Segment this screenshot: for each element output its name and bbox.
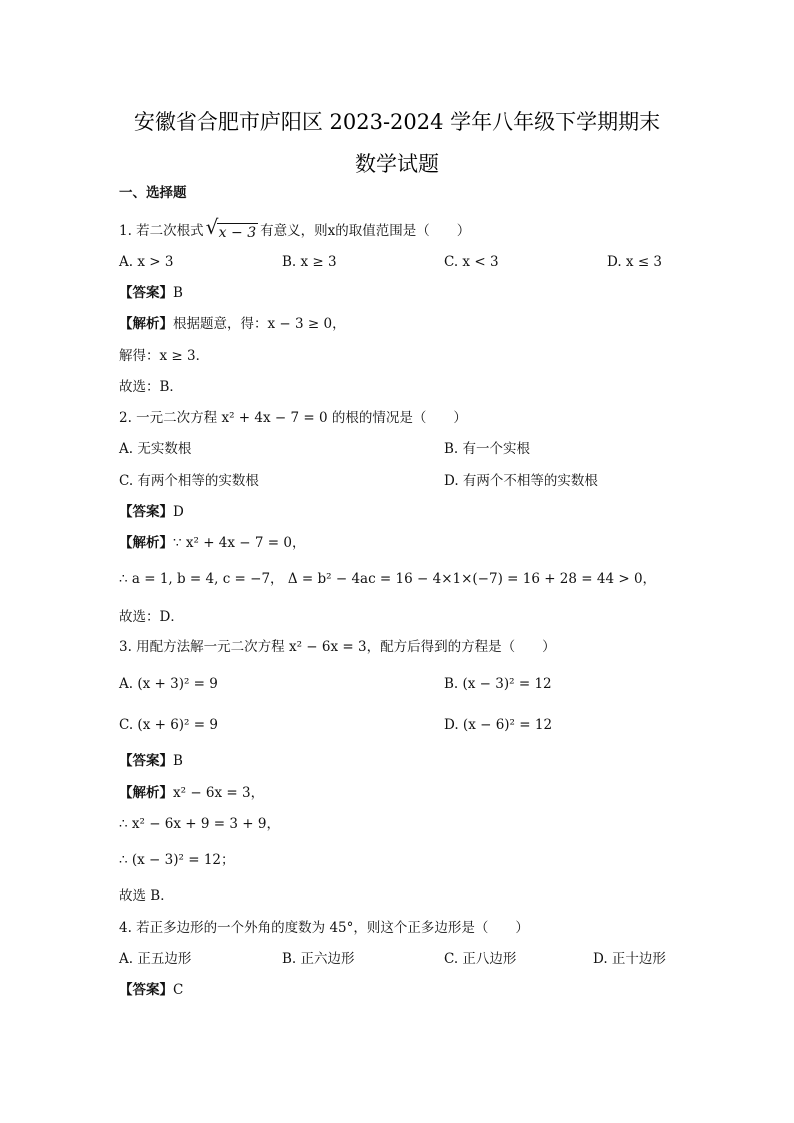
question-1-analysis	[119, 315, 346, 333]
question-2-analysis	[119, 534, 305, 552]
analysis-text: 根据题意，得：x − 3 ≥ 0，	[173, 316, 346, 332]
question-3-analysis	[119, 784, 264, 802]
page-title: 安徽省合肥市庐阳区 2023-2024 学年八年级下学期期末	[133, 110, 661, 134]
question-3-option-b: B. (x − 3)² = 12	[444, 676, 552, 692]
question-1-stem-pre: 1. 若二次根式	[119, 223, 204, 239]
question-2-option-c: C. 有两个相等的实数根	[119, 473, 259, 489]
sqrt-expression	[205, 215, 258, 242]
question-2-answer	[119, 503, 184, 521]
analysis-label: 【解析】	[119, 535, 173, 551]
question-1-solution: 解得：x ≥ 3．	[119, 348, 210, 364]
question-3-stem: 3. 用配方法解一元二次方程 x² − 6x = 3，配方后得到的方程是（ ）	[119, 639, 556, 655]
question-3-answer	[119, 752, 183, 770]
question-4-option-a: A. 正五边形	[119, 951, 192, 967]
question-1-option-b: B. x ≥ 3	[282, 254, 337, 270]
answer-label: 【答案】	[119, 285, 173, 301]
question-1-answer	[119, 284, 183, 302]
sqrt-icon: √	[205, 215, 219, 239]
analysis-text: ∵ x² + 4x − 7 = 0，	[173, 535, 306, 551]
question-1-option-c: C. x < 3	[444, 254, 499, 270]
analysis-text: x² − 6x = 3，	[173, 785, 265, 801]
question-4-option-c: C. 正八边形	[444, 951, 517, 967]
analysis-label: 【解析】	[119, 316, 173, 332]
question-2-option-b: B. 有一个实根	[444, 441, 531, 457]
answer-value: B	[173, 285, 183, 301]
question-3-option-a: A. (x + 3)² = 9	[119, 676, 218, 692]
question-1-option-d: D. x ≤ 3	[607, 254, 663, 270]
question-4-option-b: B. 正六边形	[282, 951, 355, 967]
answer-label: 【答案】	[119, 982, 173, 998]
question-4-stem: 4. 若正多边形的一个外角的度数为 45°，则这个正多边形是（ ）	[119, 920, 529, 936]
question-3-step-3: ∴ (x − 3)² = 12；	[119, 852, 235, 868]
question-1-option-a: A. x > 3	[119, 254, 174, 270]
section-heading: 一、选择题	[119, 185, 187, 201]
question-2-stem: 2. 一元二次方程 x² + 4x − 7 = 0 的根的情况是（ ）	[119, 410, 467, 426]
question-1-stem-post: 有意义，则x的取值范围是（ ）	[260, 223, 471, 239]
page-subtitle: 数学试题	[355, 152, 439, 176]
radicand: x − 3	[218, 225, 257, 241]
answer-label: 【答案】	[119, 504, 173, 520]
question-3-option-d: D. (x − 6)² = 12	[444, 717, 553, 733]
question-1-stem	[119, 215, 471, 242]
question-2-discriminant: ∴ a = 1, b = 4, c = −7， Δ = b² − 4ac = 16 − 4×1×(−7) = 16 + 28 = 44 > 0，	[119, 571, 657, 587]
question-3-step-2: ∴ x² − 6x + 9 = 3 + 9，	[119, 816, 280, 832]
question-2-choice: 故选：D．	[119, 609, 184, 625]
question-2-option-d: D. 有两个不相等的实数根	[444, 473, 598, 489]
answer-value: C	[173, 982, 184, 998]
question-3-option-c: C. (x + 6)² = 9	[119, 717, 218, 733]
question-4-answer	[119, 981, 183, 999]
question-2-option-a: A. 无实数根	[119, 441, 192, 457]
answer-value: D	[173, 504, 184, 520]
question-1-choice: 故选：B．	[119, 379, 183, 395]
answer-label: 【答案】	[119, 753, 173, 769]
question-3-choice: 故选 B．	[119, 888, 174, 904]
analysis-label: 【解析】	[119, 785, 173, 801]
question-4-option-d: D. 正十边形	[593, 951, 666, 967]
answer-value: B	[173, 753, 183, 769]
